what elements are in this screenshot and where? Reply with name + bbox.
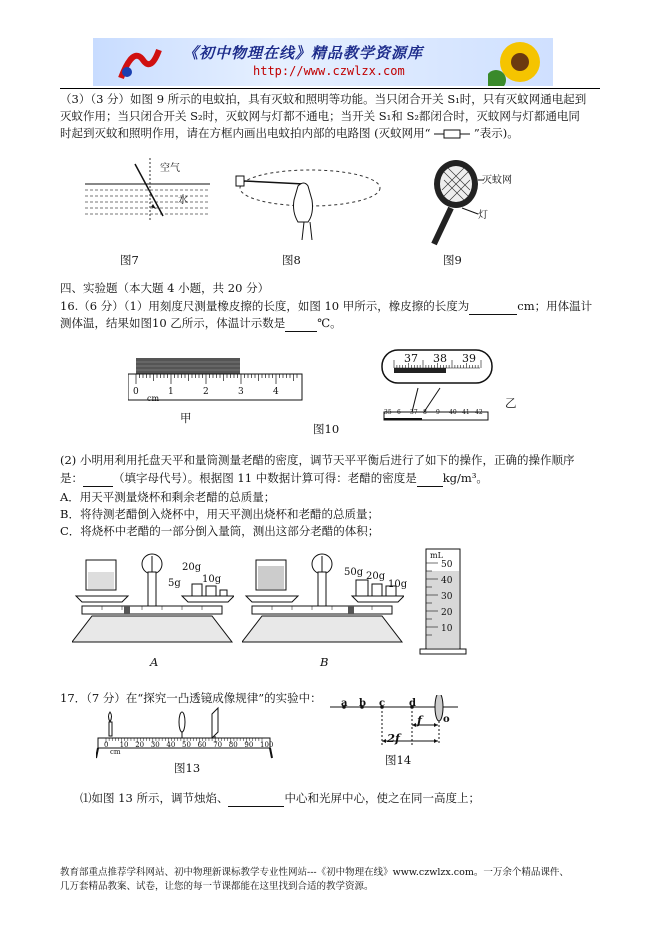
bench-tick-label: 100 (260, 741, 274, 749)
bench-tick-label: 0 (104, 741, 109, 749)
cylinder-tick-label: 40 (441, 576, 453, 586)
fig9-net-label: 灭蚊网 (482, 175, 512, 186)
q16-line1-b: cm；用体温计 (517, 299, 593, 313)
thermometer-zoom-label: 37 (404, 352, 418, 365)
q17-sub1 (80, 790, 480, 807)
point-o: o (443, 714, 450, 725)
figure-7 (85, 158, 210, 220)
footer-line1: 教育部重点推荐学科网站、初中物理新课标教学专业性网站---《初中物理在线》www.czwlzx.com。一万余个精品课件、 (60, 867, 569, 878)
q17-line1: 17．（7 分）在“探究一凸透镜成像规律”的实验中： (60, 691, 322, 705)
cylinder-tick-label: 50 (441, 560, 453, 570)
q3-line3 (60, 125, 519, 141)
point-c: c (379, 698, 386, 709)
q16-2-line2-b: （填字母代号）。根据图 11 中数据计算可得：老醋的密度是 (113, 471, 417, 485)
sunflower-icon (488, 38, 553, 86)
q17-sub1-b: 中心和光屏中心，使之在同一高度上； (284, 791, 480, 805)
ruler-tick-label: 2 (203, 387, 209, 397)
balance-b-weight-3: 10g (388, 579, 408, 590)
q16-2-line2-c: kg/m³。 (442, 471, 488, 485)
figure-8 (232, 160, 382, 242)
answer-blank-lens[interactable] (228, 790, 284, 807)
q3-line3-b: ”表示)。 (473, 126, 519, 140)
bench-tick-label: 70 (213, 741, 223, 749)
cylinder-tick-label: 30 (441, 592, 453, 602)
q16-line2-b: ℃。 (317, 316, 342, 330)
option-b: B．将待测老醋倒入烧杯中，用天平测出烧杯和老醋的总质量； (60, 507, 379, 521)
caption-fig13: 图13 (174, 761, 201, 775)
answer-blank-length[interactable] (469, 298, 517, 315)
thermometer-tick-label: 35 (384, 409, 392, 416)
ruler-tick-label: 0 (133, 387, 139, 397)
bench-tick-label: 30 (150, 741, 160, 749)
q16-2-line1: (2) 小明用利用托盘天平和量筒测量老醋的密度，调节天平平衡后进行了如下的操作，正确的操作顺序 (60, 453, 575, 467)
thermometer-tick-label: 37 (410, 409, 418, 416)
label-yi: 乙 (505, 396, 517, 410)
bench-tick-label: 10 (119, 741, 129, 749)
footer-line2: 几万套精品教案、试卷，让您的每一节课都能在这里找到合适的教学资源。 (60, 881, 374, 892)
thermometer-tick-label: 8 (423, 409, 427, 416)
caption-fig8: 图8 (282, 253, 301, 267)
header-rule (60, 88, 600, 89)
ruler-tick-label: 3 (238, 387, 244, 397)
q3-line1: （3）（3 分）如图 9 所示的电蚊拍，具有灭蚊和照明等功能。当只闭合开关 S₁时，只有灭蚊网通电起到 (60, 92, 587, 106)
label-jia: 甲 (180, 411, 192, 425)
bench-tick-label: 90 (244, 741, 254, 749)
thermometer-tick-label: 42 (475, 409, 483, 416)
balance-b (242, 546, 404, 646)
q3-line2: 灭蚊作用；当只闭合开关 S₂时，灭蚊网与灯都不通电；当开关 S₁和 S₂都闭合时，灭蚊网与灯都通电同 (60, 109, 580, 123)
thermometer-tick-label: 6 (397, 409, 401, 416)
caption-fig7: 图7 (120, 253, 139, 267)
bench-tick-label: 50 (182, 741, 191, 749)
label-f: f (417, 713, 422, 727)
label-a: A (150, 655, 159, 669)
section-4-title: 四、实验题（本大题 4 小题，共 20 分） (60, 281, 270, 295)
bench-tick-label: 20 (135, 741, 145, 749)
cylinder-tick-label: 10 (441, 624, 453, 634)
option-c: C．将烧杯中老醋的一部分倒入量筒，测出这部分老醋的体积； (60, 524, 380, 538)
q3-line3-a: 时起到灭蚊和照明作用，请在方框内画出电蚊拍内部的电路图 (灭蚊网用“ (60, 126, 431, 140)
balance-b-weight-1: 50g (344, 567, 364, 578)
ruler-tick-label: 1 (168, 387, 174, 397)
q16-line2 (60, 315, 342, 332)
thermometer-tick-label: 41 (462, 409, 470, 416)
answer-blank-order[interactable] (83, 470, 113, 487)
header-url[interactable]: http://www.czwlzx.com (253, 64, 405, 78)
balance-a (72, 546, 234, 646)
q16-line2-a: 测体温，结果如图10 乙所示，体温计示数是 (60, 316, 286, 330)
fig7-air-label: 空气 (160, 163, 180, 174)
figure-14-lens (330, 695, 460, 755)
net-symbol-icon (434, 129, 470, 139)
thermometer-tick-label: 40 (449, 409, 457, 416)
ruler-unit: cm (147, 394, 160, 403)
q16-2-line2 (60, 470, 488, 487)
thermometer-zoom-label: 38 (433, 352, 447, 365)
ruler-tick-label: 4 (273, 387, 279, 397)
thermometer-tick-label: 9 (436, 409, 440, 416)
q17-sub1-a: ⑴如图 13 所示，调节烛焰、 (80, 791, 229, 805)
bench-tick-label: 80 (228, 741, 238, 749)
balance-a-weight-3: 5g (168, 578, 181, 589)
header-title: 《初中物理在线》精品教学资源库 (183, 44, 424, 62)
q16-line1-a: 16.（6 分）（1）用刻度尺测量橡皮擦的长度，如图 10 甲所示，橡皮擦的长度为 (60, 299, 470, 313)
bench-tick-label: 60 (197, 741, 207, 749)
figure-9 (418, 158, 508, 246)
answer-blank-density[interactable] (417, 470, 443, 487)
point-a: a (341, 698, 348, 709)
caption-fig9: 图9 (443, 253, 462, 267)
label-2f: 2f (387, 731, 400, 745)
cylinder-unit: mL (430, 551, 443, 560)
balance-b-weight-2: 20g (366, 571, 386, 582)
balance-a-weight-2: 10g (202, 574, 222, 585)
logo-icon (113, 42, 163, 82)
point-b: b (359, 698, 366, 709)
caption-fig14: 图14 (385, 753, 412, 767)
thermometer-zoom-label: 39 (462, 352, 476, 365)
header-banner (93, 38, 553, 86)
q16-line1 (60, 298, 592, 315)
label-b: B (320, 655, 329, 669)
point-d: d (409, 698, 416, 709)
q16-2-line2-a: 是： (60, 471, 83, 485)
answer-blank-temperature[interactable] (285, 315, 317, 332)
cylinder-tick-label: 20 (441, 608, 453, 618)
option-a: A．用天平测量烧杯和剩余老醋的总质量； (60, 490, 276, 504)
bench-tick-label: 40 (166, 741, 176, 749)
caption-fig10: 图10 (313, 422, 340, 436)
fig7-water-label: 水 (178, 195, 188, 206)
fig9-lamp-label: 灯 (478, 210, 488, 221)
bench-unit: cm (110, 748, 121, 756)
balance-a-weight-1: 20g (182, 562, 202, 573)
